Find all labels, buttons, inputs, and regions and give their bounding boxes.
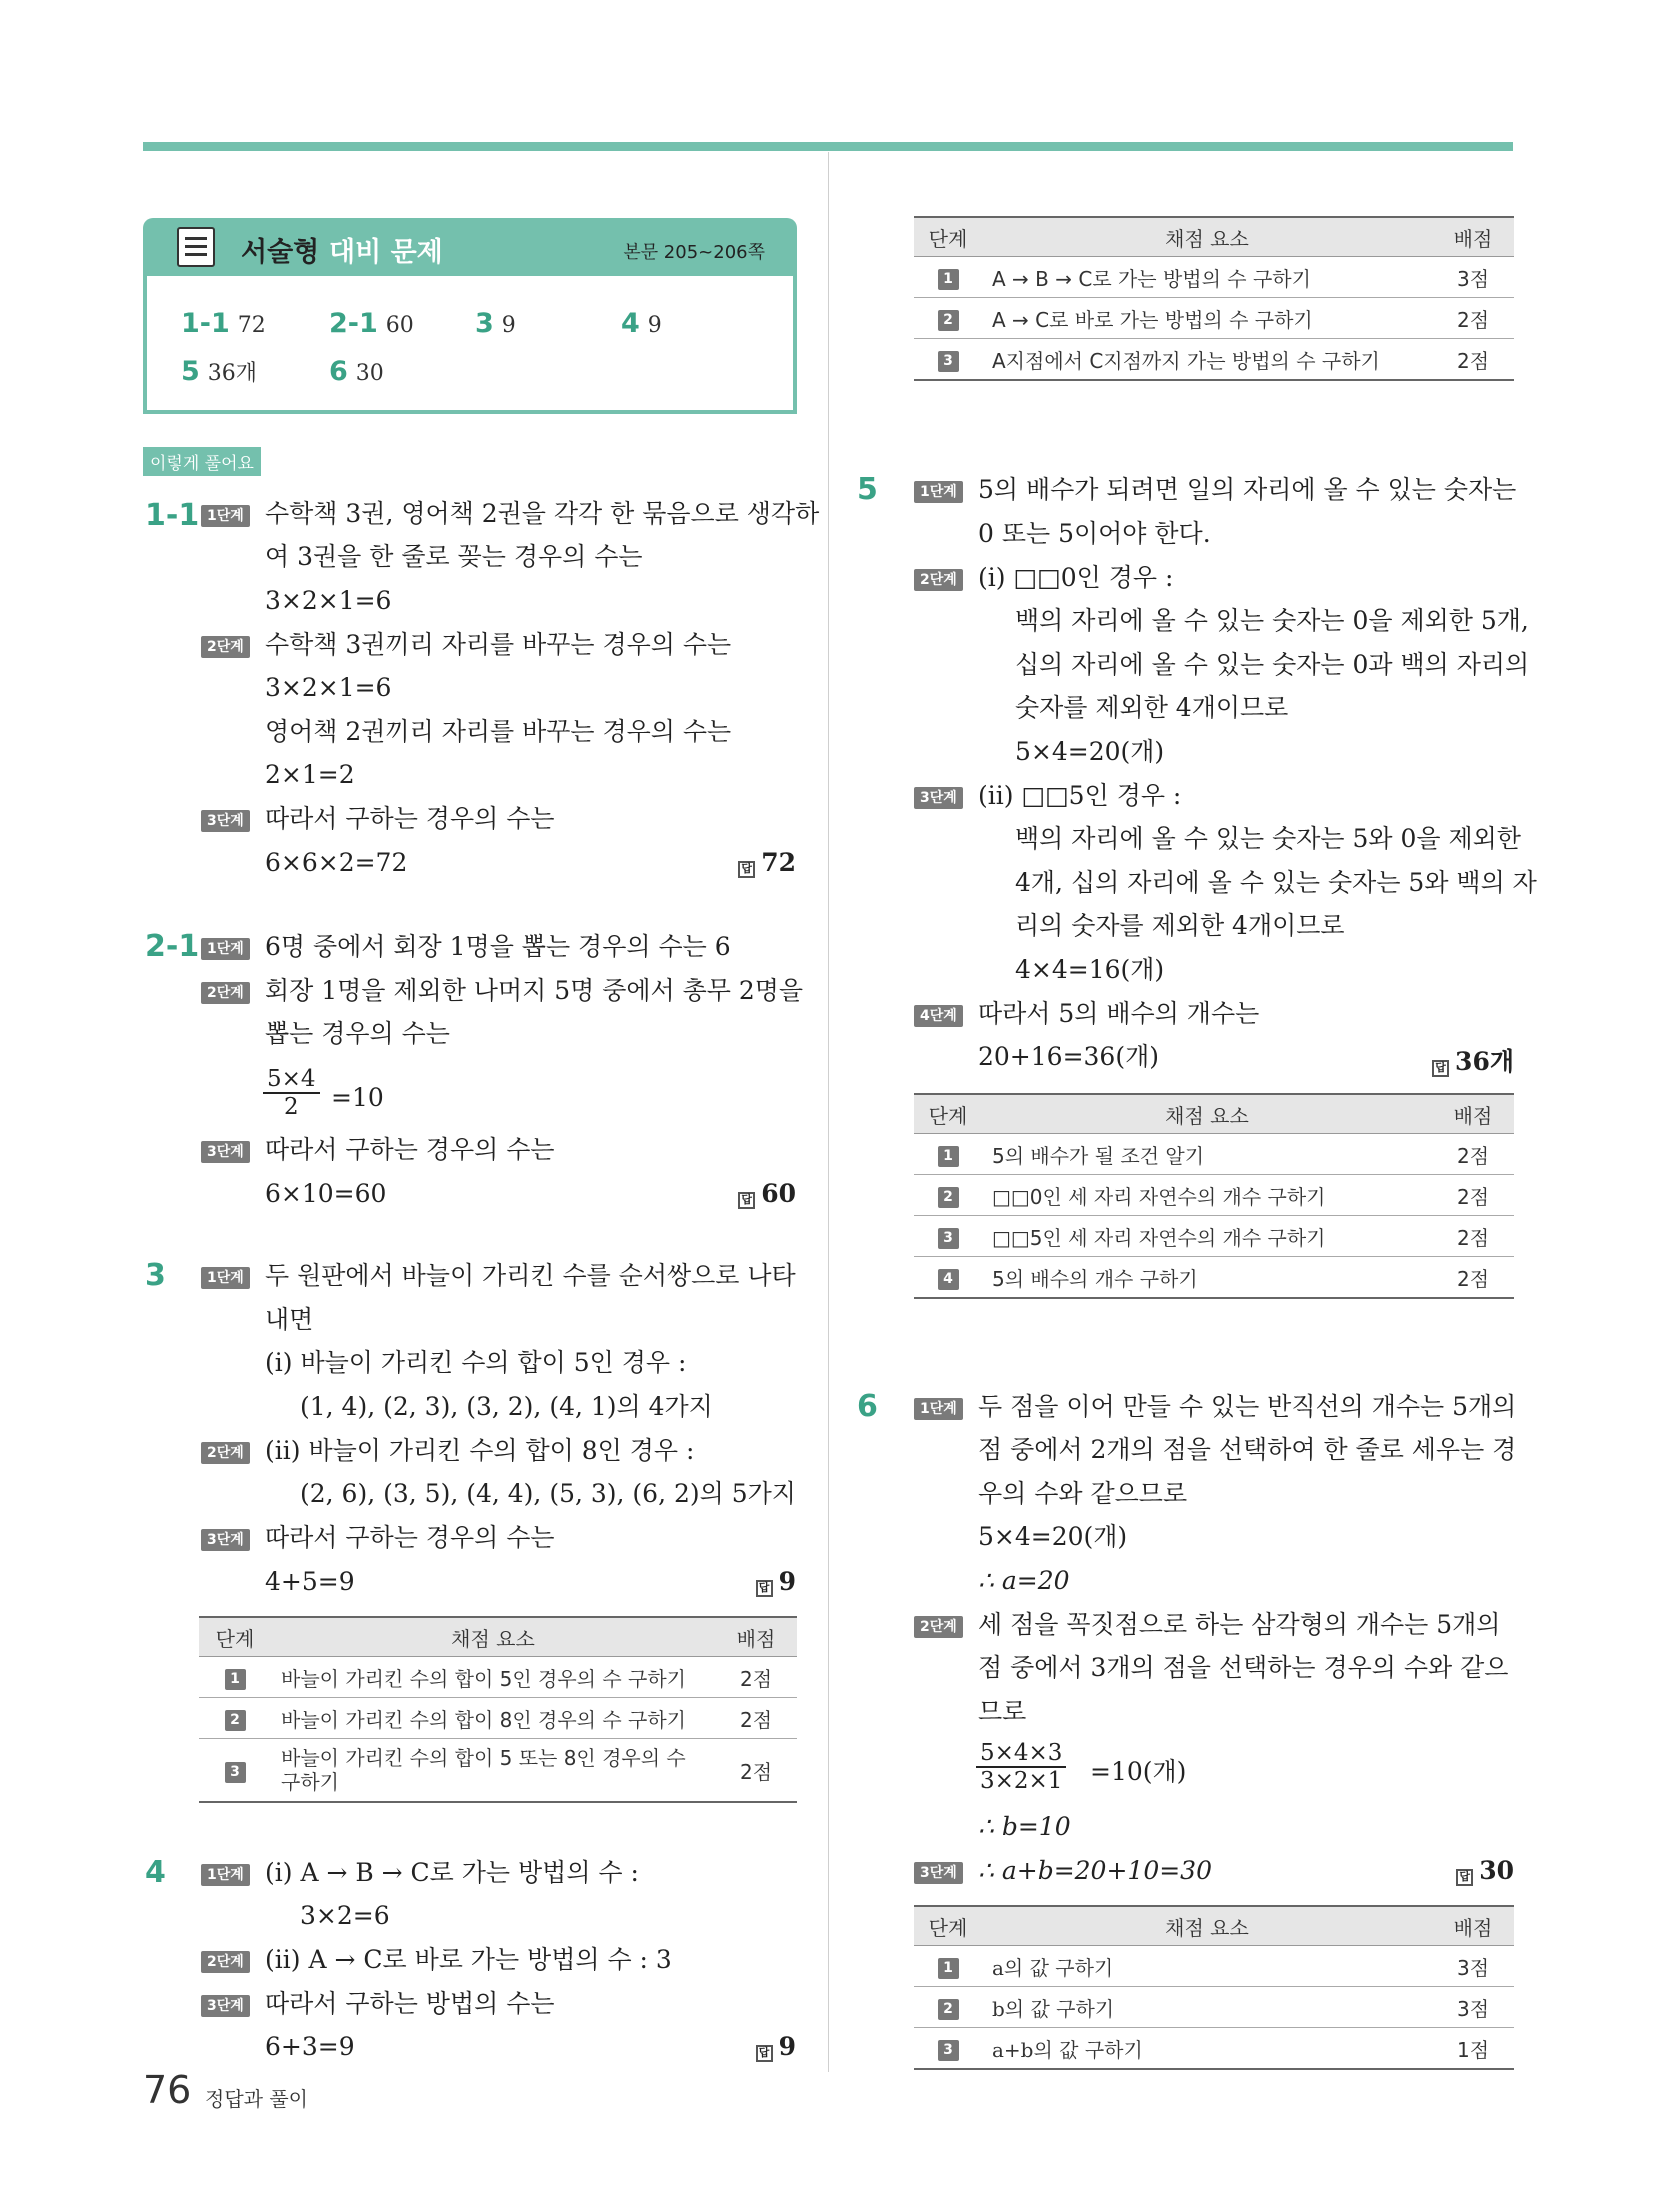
solution-line: 4×4=16(개): [1015, 955, 1165, 984]
table-row: 2 바늘이 가리킨 수의 합이 8인 경우의 수 구하기 2점: [199, 1698, 797, 1739]
step-badge: 3단계: [914, 787, 963, 809]
table-header: 채점 요소: [982, 217, 1432, 257]
step-badge: 1단계: [914, 481, 963, 503]
step-badge: 2단계: [914, 569, 963, 591]
answer-mark-icon: 답: [738, 861, 755, 878]
solution-line: 따라서 구하는 경우의 수는: [265, 1135, 555, 1164]
table-row: 3 □□5인 세 자리 자연수의 개수 구하기 2점: [914, 1216, 1514, 1257]
summary-page-ref: 본문 205~206쪽: [623, 242, 765, 263]
solution-line: 므로: [978, 1697, 1027, 1726]
summary-item: 1-1 72: [181, 308, 266, 339]
solution-line: 백의 자리에 올 수 있는 숫자는 5와 0을 제외한: [1015, 824, 1521, 853]
table-row: 1 바늘이 가리킨 수의 합이 5인 경우의 수 구하기 2점: [199, 1657, 797, 1698]
solution-line: =10(개): [1090, 1757, 1187, 1786]
solution-line: 백의 자리에 올 수 있는 숫자는 0을 제외한 5개,: [1015, 606, 1529, 635]
solution-line: (i) A → B → C로 가는 방법의 수 :: [265, 1858, 639, 1887]
table-row: 2 b의 값 구하기 3점: [914, 1987, 1514, 2028]
solution-line: 6×6×2=72: [265, 848, 408, 877]
problem-number: 1-1: [145, 498, 200, 533]
answer: 답 60: [738, 1179, 796, 1209]
problem-number: 3: [145, 1258, 166, 1293]
step-badge: 1단계: [201, 505, 250, 527]
solution-line: 5×4=20(개): [978, 1522, 1128, 1551]
solution-line: 따라서 5의 배수의 개수는: [978, 999, 1260, 1028]
answer-mark-icon: 답: [1432, 1060, 1449, 1077]
step-badge: 4단계: [914, 1005, 963, 1027]
solution-line: 20+16=36(개): [978, 1042, 1159, 1071]
scoring-table: [199, 1616, 797, 1803]
table-header: 배점: [1432, 1906, 1514, 1946]
solution-line: 두 점을 이어 만들 수 있는 반직선의 개수는 5개의: [978, 1392, 1517, 1421]
top-accent-bar: [143, 142, 1513, 151]
solution-line: 점 중에서 3개의 점을 선택하는 경우의 수와 같으: [978, 1653, 1509, 1682]
table-header: 채점 요소: [982, 1906, 1432, 1946]
summary-item: 3 9: [475, 308, 516, 339]
solution-line: 3×2=6: [300, 1901, 390, 1930]
step-badge: 2단계: [201, 1951, 250, 1973]
summary-header: [143, 218, 797, 276]
summary-title-dark: 서술형: [241, 237, 320, 268]
table-header: 채점 요소: [271, 1617, 715, 1657]
table-row: 2 □□0인 세 자리 자연수의 개수 구하기 2점: [914, 1175, 1514, 1216]
solution-line: (ii) A → C로 바로 가는 방법의 수 : 3: [265, 1945, 672, 1974]
table-header: 배점: [1432, 217, 1514, 257]
step-badge: 2단계: [914, 1616, 963, 1638]
table-header: 채점 요소: [982, 1094, 1432, 1134]
solution-line: 세 점을 꼭짓점으로 하는 삼각형의 개수는 5개의: [978, 1610, 1501, 1639]
solution-line: ∴ a+b=20+10=30: [978, 1856, 1212, 1885]
table-row: 4 5의 배수의 개수 구하기 2점: [914, 1257, 1514, 1299]
step-badge: 3단계: [201, 1995, 250, 2017]
page-label: 정답과 풀이: [205, 2087, 308, 2111]
summary-item: 5 36개: [181, 356, 258, 387]
problem-number: 6: [857, 1389, 878, 1424]
solution-line: (i) 바늘이 가리킨 수의 합이 5인 경우 :: [265, 1348, 687, 1377]
solution-line: 두 원판에서 바늘이 가리킨 수를 순서쌍으로 나타: [265, 1261, 796, 1290]
table-row: 1 A → B → C로 가는 방법의 수 구하기 3점: [914, 257, 1514, 298]
solution-line: (ii) □□5인 경우 :: [978, 781, 1182, 810]
table-row: 3 바늘이 가리킨 수의 합이 5 또는 8인 경우의 수 구하기 2점: [199, 1739, 797, 1803]
answer-mark-icon: 답: [756, 1580, 773, 1597]
problem-number: 2-1: [145, 929, 200, 964]
answer: 답 36개: [1432, 1042, 1514, 1078]
column-divider: [828, 152, 829, 2072]
solution-line: 4개, 십의 자리에 올 수 있는 숫자는 5와 백의 자: [1015, 868, 1537, 897]
summary-item: 2-1 60: [329, 308, 414, 339]
solution-line: ∴ a=20: [978, 1566, 1070, 1595]
answer: 답 9: [756, 1567, 796, 1597]
scoring-table: [914, 1093, 1514, 1299]
solution-line: 3×2×1=6: [265, 673, 392, 702]
solution-line: 숫자를 제외한 4개이므로: [1015, 693, 1289, 722]
solution-line: 우의 수와 같으므로: [978, 1479, 1188, 1508]
step-badge: 3단계: [201, 1141, 250, 1163]
problem-number: 4: [145, 1855, 166, 1890]
summary-item: 4 9: [621, 308, 662, 339]
table-header: 배점: [715, 1617, 797, 1657]
answer-mark-icon: 답: [756, 2045, 773, 2062]
solution-line: 4+5=9: [265, 1567, 355, 1596]
solution-line: 따라서 구하는 방법의 수는: [265, 1989, 555, 2018]
summary-title-light: 대비 문제: [329, 237, 443, 268]
solution-line: 6×10=60: [265, 1179, 387, 1208]
solution-line: 2×1=2: [265, 760, 355, 789]
solution-line: 리의 숫자를 제외한 4개이므로: [1015, 911, 1345, 940]
page-number: 76: [143, 2068, 192, 2112]
solution-line: 수학책 3권끼리 자리를 바꾸는 경우의 수는: [265, 630, 732, 659]
table-row: 3 a+b의 값 구하기 1점: [914, 2028, 1514, 2070]
step-badge: 1단계: [201, 1267, 250, 1289]
step-badge: 3단계: [914, 1862, 963, 1884]
summary-body: [143, 276, 797, 414]
solution-line: (i) □□0인 경우 :: [978, 563, 1174, 592]
scoring-table: [914, 216, 1514, 381]
solution-line: =10: [331, 1083, 384, 1112]
solution-line: 6+3=9: [265, 2032, 355, 2061]
step-badge: 3단계: [201, 1529, 250, 1551]
solution-line: 영어책 2권끼리 자리를 바꾸는 경우의 수는: [265, 717, 732, 746]
table-header: 단계: [914, 1094, 982, 1134]
solution-line: 수학책 3권, 영어책 2권을 각각 한 묶음으로 생각하: [265, 499, 820, 528]
step-badge: 2단계: [201, 982, 250, 1004]
fraction: $\frac{5\times 4\times 3}{3\times 2\times 1}$: [976, 1740, 1066, 1794]
table-row: 3 A지점에서 C지점까지 가는 방법의 수 구하기 2점: [914, 339, 1514, 381]
problem-number: 5: [857, 472, 878, 507]
table-header: 단계: [914, 1906, 982, 1946]
table-row: 2 A → C로 바로 가는 방법의 수 구하기 2점: [914, 298, 1514, 339]
step-badge: 1단계: [201, 938, 250, 960]
answer-mark-icon: 답: [1456, 1869, 1473, 1886]
solution-line: 따라서 구하는 경우의 수는: [265, 1523, 555, 1552]
answer-mark-icon: 답: [738, 1192, 755, 1209]
answer: 답 72: [738, 848, 796, 878]
solution-line: 3×2×1=6: [265, 586, 392, 615]
step-badge: 2단계: [201, 1442, 250, 1464]
solution-line: 0 또는 5이어야 한다.: [978, 519, 1211, 548]
scoring-table: [914, 1905, 1514, 2070]
solution-line: (ii) 바늘이 가리킨 수의 합이 8인 경우 :: [265, 1436, 695, 1465]
solution-line: (2, 6), (3, 5), (4, 4), (5, 3), (6, 2)의 5가지: [300, 1479, 796, 1508]
table-row: 1 a의 값 구하기 3점: [914, 1946, 1514, 1987]
solution-line: 회장 1명을 제외한 나머지 5명 중에서 총무 2명을: [265, 976, 804, 1005]
solution-line: 십의 자리에 올 수 있는 숫자는 0과 백의 자리의: [1015, 650, 1530, 679]
clipboard-icon: [177, 227, 215, 267]
solution-line: 5의 배수가 되려면 일의 자리에 올 수 있는 숫자는: [978, 475, 1517, 504]
solution-line: 내면: [265, 1305, 314, 1334]
step-badge: 1단계: [201, 1864, 250, 1886]
solution-line: 뽑는 경우의 수는: [265, 1019, 450, 1048]
solution-line: 여 3권을 한 줄로 꽂는 경우의 수는: [265, 542, 643, 571]
solution-line: 6명 중에서 회장 1명을 뽑는 경우의 수는 6: [265, 932, 731, 961]
solution-line: 5×4=20(개): [1015, 737, 1165, 766]
solution-line: ∴ b=10: [978, 1812, 1071, 1841]
table-header: 단계: [914, 217, 982, 257]
solution-line: (1, 4), (2, 3), (3, 2), (4, 1)의 4가지: [300, 1392, 713, 1421]
summary-item: 6 30: [329, 356, 384, 387]
step-badge: 1단계: [914, 1398, 963, 1420]
table-header: 배점: [1432, 1094, 1514, 1134]
solution-line: 점 중에서 2개의 점을 선택하여 한 줄로 세우는 경: [978, 1435, 1517, 1464]
answer-summary-box: [143, 218, 797, 414]
table-header: 단계: [199, 1617, 271, 1657]
answer: 답 30: [1456, 1856, 1514, 1886]
table-row: 1 5의 배수가 될 조건 알기 2점: [914, 1134, 1514, 1175]
step-badge: 3단계: [201, 810, 250, 832]
answer: 답 9: [756, 2032, 796, 2062]
solution-line: 따라서 구하는 경우의 수는: [265, 804, 555, 833]
step-badge: 2단계: [201, 636, 250, 658]
solution-tag: 이렇게 풀어요: [143, 447, 261, 476]
fraction: $\frac{5\times 4}{2}$: [263, 1066, 320, 1120]
